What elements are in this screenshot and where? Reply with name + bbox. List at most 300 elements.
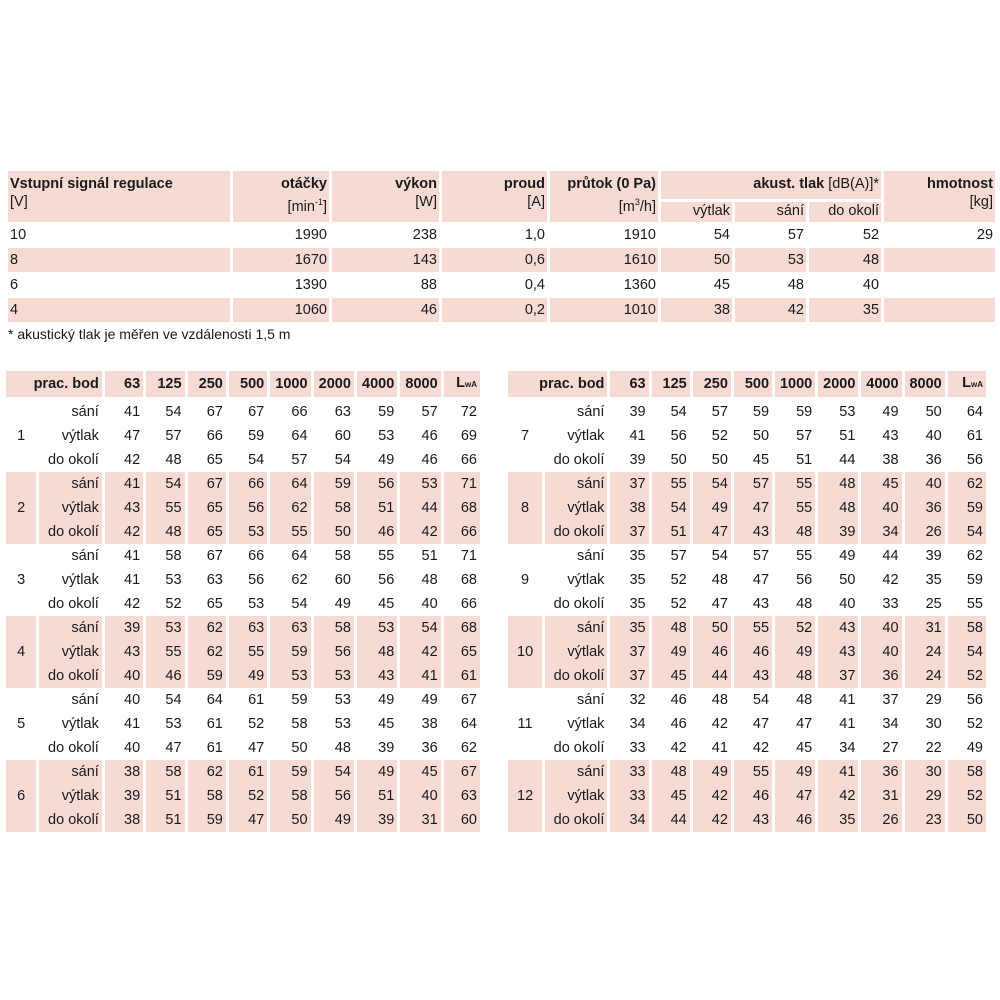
- source-label: výtlak: [545, 784, 607, 808]
- band-value: 57: [752, 548, 770, 564]
- band-value: 36: [925, 452, 942, 468]
- table-row: [508, 664, 986, 688]
- cell-current: 0,6: [442, 247, 547, 272]
- band-value: 39: [105, 784, 143, 808]
- band-value: 52: [711, 428, 728, 444]
- band-value: 29: [925, 692, 942, 708]
- band-value: 45: [752, 452, 770, 468]
- cell-speed: 1670: [233, 247, 329, 272]
- band-value: 58: [291, 716, 308, 732]
- footnote: * akustický tlak je měřen ve vzdálenosti 1,5 m: [8, 326, 291, 342]
- band-value: 58: [334, 548, 351, 564]
- band-value: 58: [314, 616, 354, 640]
- table-row: [6, 520, 480, 544]
- band-value: 25: [925, 596, 942, 612]
- band-value: 40: [925, 428, 942, 444]
- band-value: 46: [421, 428, 438, 444]
- table-row: [6, 568, 480, 592]
- band-value: 43: [357, 664, 397, 688]
- band-value: 42: [124, 452, 141, 468]
- band-value: 65: [188, 496, 226, 520]
- header-band: 500: [229, 371, 267, 400]
- source-label: sání: [545, 616, 607, 640]
- band-value: 52: [948, 664, 986, 688]
- cell-okoli: 35: [809, 297, 881, 322]
- band-value: 47: [229, 808, 267, 832]
- band-value: 31: [905, 616, 945, 640]
- cell-okoli: 48: [809, 247, 881, 272]
- band-value: 42: [711, 716, 728, 732]
- source-label: výtlak: [567, 572, 605, 588]
- band-value: 54: [146, 472, 184, 496]
- band-value: 53: [229, 520, 267, 544]
- cell-sani: 42: [735, 297, 806, 322]
- header-band: 500: [734, 371, 772, 400]
- band-value: 40: [124, 692, 141, 708]
- band-value: 57: [670, 548, 687, 564]
- band-value: 38: [421, 716, 438, 732]
- band-value: 62: [188, 760, 226, 784]
- band-value: 61: [206, 716, 223, 732]
- band-value: 49: [693, 496, 731, 520]
- band-value: 57: [734, 472, 772, 496]
- band-value: 59: [188, 664, 226, 688]
- band-value: 40: [861, 496, 901, 520]
- band-value: 45: [861, 472, 901, 496]
- cell-speed: 1390: [233, 272, 329, 297]
- band-value: 43: [734, 664, 772, 688]
- band-value: 35: [629, 596, 646, 612]
- header-noise-vytlak: výtlak: [661, 199, 732, 222]
- header-band: 1000: [270, 371, 310, 400]
- band-value: 61: [248, 692, 265, 708]
- point-number: 11: [517, 716, 533, 732]
- lwa-label: L: [962, 375, 971, 391]
- point-number: 3: [17, 572, 26, 588]
- band-value: 49: [334, 596, 351, 612]
- band-value: 63: [334, 404, 351, 420]
- band-value: 56: [229, 496, 267, 520]
- band-value: 60: [334, 572, 351, 588]
- source-label: do okolí: [545, 520, 607, 544]
- band-value: 65: [206, 596, 223, 612]
- table-row: [508, 712, 986, 736]
- table-row: [6, 544, 480, 568]
- band-value: 53: [334, 716, 351, 732]
- band-value: 69: [460, 428, 477, 444]
- band-value: 45: [652, 664, 690, 688]
- band-value: 59: [248, 428, 265, 444]
- band-value: 26: [861, 808, 901, 832]
- table-row: [6, 448, 480, 472]
- band-value: 37: [610, 664, 648, 688]
- band-value: 41: [629, 428, 646, 444]
- band-value: 49: [652, 640, 690, 664]
- band-value: 39: [925, 548, 942, 564]
- band-value: 54: [165, 404, 182, 420]
- band-value: 57: [421, 404, 438, 420]
- band-value: 60: [334, 428, 351, 444]
- source-label: do okolí: [553, 452, 605, 468]
- source-label: do okolí: [553, 740, 605, 756]
- band-value: 50: [839, 572, 856, 588]
- source-label: sání: [545, 760, 607, 784]
- band-value: 64: [270, 472, 310, 496]
- band-value: 46: [670, 692, 687, 708]
- band-value: 67: [248, 404, 265, 420]
- table-row: [6, 736, 480, 760]
- band-value: 42: [693, 784, 731, 808]
- table-row: [508, 544, 986, 568]
- band-value: 67: [188, 472, 226, 496]
- source-label: sání: [577, 404, 605, 420]
- cell-speed: 1990: [233, 222, 329, 247]
- band-value: 54: [948, 640, 986, 664]
- octave-band-table-right: [508, 371, 992, 832]
- band-value: 38: [105, 808, 143, 832]
- source-label: do okolí: [545, 808, 607, 832]
- band-value: 47: [752, 716, 770, 732]
- band-value: 31: [400, 808, 440, 832]
- source-label: výtlak: [545, 640, 607, 664]
- band-value: 39: [629, 404, 646, 420]
- band-value: 49: [839, 548, 856, 564]
- source-label: výtlak: [567, 716, 605, 732]
- source-label: do okolí: [39, 664, 102, 688]
- band-value: 56: [248, 572, 265, 588]
- table-row: [8, 297, 995, 322]
- header-band: 2000: [818, 371, 858, 400]
- band-value: 41: [818, 760, 858, 784]
- band-value: 48: [711, 572, 728, 588]
- band-value: 26: [905, 520, 945, 544]
- cell-flow: 1610: [550, 247, 658, 272]
- cell-sani: 57: [735, 222, 806, 247]
- band-value: 49: [378, 452, 395, 468]
- band-value: 61: [966, 428, 983, 444]
- band-value: 47: [693, 520, 731, 544]
- band-value: 49: [882, 404, 899, 420]
- band-value: 45: [400, 760, 440, 784]
- band-value: 46: [357, 520, 397, 544]
- band-value: 53: [248, 596, 265, 612]
- table-row: [508, 760, 986, 784]
- source-label: sání: [577, 548, 605, 564]
- band-value: 66: [248, 548, 265, 564]
- band-value: 47: [711, 596, 728, 612]
- band-value: 42: [882, 572, 899, 588]
- band-value: 53: [378, 428, 395, 444]
- band-value: 41: [124, 572, 141, 588]
- header-band: 8000: [905, 371, 945, 400]
- band-value: 61: [444, 664, 480, 688]
- band-value: 43: [105, 496, 143, 520]
- band-value: 55: [146, 496, 184, 520]
- band-value: 67: [460, 692, 477, 708]
- table-row: [6, 712, 480, 736]
- band-value: 49: [693, 760, 731, 784]
- header-band: 4000: [357, 371, 397, 400]
- band-value: 54: [652, 496, 690, 520]
- table-row: [508, 400, 986, 424]
- band-value: 59: [796, 404, 813, 420]
- band-value: 66: [291, 404, 308, 420]
- table-row: [508, 784, 986, 808]
- band-value: 41: [105, 472, 143, 496]
- band-value: 53: [314, 664, 354, 688]
- band-value: 53: [334, 692, 351, 708]
- cell-signal: 10: [8, 222, 230, 247]
- table-row: [8, 272, 995, 297]
- band-value: 40: [905, 472, 945, 496]
- band-value: 22: [925, 740, 942, 756]
- band-value: 72: [460, 404, 477, 420]
- band-value: 48: [796, 596, 813, 612]
- source-label: sání: [39, 616, 102, 640]
- cell-power: 88: [332, 272, 439, 297]
- point-number: 10: [508, 616, 542, 688]
- band-value: 48: [357, 640, 397, 664]
- band-value: 57: [291, 452, 308, 468]
- cell-power: 143: [332, 247, 439, 272]
- band-value: 54: [248, 452, 265, 468]
- band-value: 55: [229, 640, 267, 664]
- band-value: 35: [818, 808, 858, 832]
- band-value: 40: [421, 596, 438, 612]
- band-value: 36: [421, 740, 438, 756]
- band-value: 56: [378, 572, 395, 588]
- point-number: 9: [521, 572, 530, 588]
- band-value: 62: [188, 640, 226, 664]
- band-value: 55: [775, 472, 815, 496]
- band-value: 67: [206, 548, 223, 564]
- header-noise: akust. tlak [dB(A)]*: [661, 171, 881, 199]
- band-value: 62: [291, 572, 308, 588]
- band-value: 30: [925, 716, 942, 732]
- band-value: 52: [248, 716, 265, 732]
- band-value: 66: [206, 428, 223, 444]
- band-value: 48: [146, 520, 184, 544]
- band-value: 41: [839, 692, 856, 708]
- band-value: 63: [444, 784, 480, 808]
- band-value: 65: [444, 640, 480, 664]
- band-value: 58: [165, 548, 182, 564]
- table-row: [508, 736, 986, 760]
- octave-band-table-left: [6, 371, 486, 832]
- band-value: 59: [966, 572, 983, 588]
- table-row: [508, 592, 986, 616]
- band-value: 40: [105, 664, 143, 688]
- band-value: 54: [165, 692, 182, 708]
- header-band: 4000: [861, 371, 901, 400]
- band-value: 47: [796, 716, 813, 732]
- band-value: 52: [229, 784, 267, 808]
- header-lwa: [444, 371, 480, 400]
- band-value: 55: [734, 760, 772, 784]
- source-label: výtlak: [567, 428, 605, 444]
- header-speed: otáčky $[\min^{-1}]$: [233, 171, 329, 222]
- band-value: 50: [693, 616, 731, 640]
- band-value: 35: [629, 548, 646, 564]
- band-value: 36: [905, 496, 945, 520]
- table-row: [6, 784, 480, 808]
- band-value: 66: [460, 596, 477, 612]
- point-number: 5: [17, 716, 26, 732]
- band-value: 30: [905, 760, 945, 784]
- table-row: [508, 496, 986, 520]
- band-value: 27: [882, 740, 899, 756]
- performance-table: [5, 171, 998, 322]
- band-value: 43: [734, 520, 772, 544]
- band-value: 55: [270, 520, 310, 544]
- point-number: 4: [6, 616, 36, 688]
- band-value: 44: [882, 548, 899, 564]
- band-value: 49: [775, 760, 815, 784]
- band-value: 31: [861, 784, 901, 808]
- band-value: 51: [796, 452, 813, 468]
- band-value: 61: [229, 760, 267, 784]
- source-label: do okolí: [553, 596, 605, 612]
- band-value: 50: [948, 808, 986, 832]
- header-flow: průtok (0 Pa) $[m^3/h]$: [550, 171, 658, 222]
- source-label: výtlak: [61, 572, 99, 588]
- band-value: 71: [444, 472, 480, 496]
- band-value: 67: [206, 404, 223, 420]
- source-label: sání: [71, 404, 99, 420]
- band-value: 48: [818, 496, 858, 520]
- band-value: 66: [460, 452, 477, 468]
- header-band: 1000: [775, 371, 815, 400]
- band-value: 66: [229, 472, 267, 496]
- point-number: 6: [6, 760, 36, 832]
- band-value: 46: [421, 452, 438, 468]
- band-value: 50: [752, 428, 770, 444]
- band-value: 58: [948, 616, 986, 640]
- source-label: sání: [577, 692, 605, 708]
- band-value: 41: [839, 716, 856, 732]
- band-value: 48: [421, 572, 438, 588]
- band-value: 50: [925, 404, 942, 420]
- band-value: 58: [270, 784, 310, 808]
- header-current: proud [A]: [442, 171, 547, 222]
- band-value: 46: [734, 784, 772, 808]
- band-value: 51: [421, 548, 438, 564]
- cell-current: 0,4: [442, 272, 547, 297]
- lwa-subscript: wA: [465, 380, 477, 389]
- table-row: [6, 496, 480, 520]
- band-value: 59: [270, 640, 310, 664]
- cell-sani: 53: [735, 247, 806, 272]
- band-value: 50: [711, 452, 728, 468]
- table-row: [6, 592, 480, 616]
- band-value: 51: [652, 520, 690, 544]
- band-value: 64: [966, 404, 983, 420]
- band-value: 40: [861, 640, 901, 664]
- band-value: 59: [948, 496, 986, 520]
- cell-speed: 1060: [233, 297, 329, 322]
- band-value: 42: [400, 520, 440, 544]
- header-band: 63: [610, 371, 648, 400]
- band-value: 51: [839, 428, 856, 444]
- band-value: 57: [796, 428, 813, 444]
- band-value: 50: [291, 740, 308, 756]
- band-value: 24: [905, 664, 945, 688]
- table-row: [6, 616, 480, 640]
- cell-current: 0,2: [442, 297, 547, 322]
- source-label: sání: [545, 472, 607, 496]
- header-band: 63: [105, 371, 143, 400]
- band-value: 41: [124, 548, 141, 564]
- band-value: 62: [270, 496, 310, 520]
- source-label: do okolí: [545, 664, 607, 688]
- band-value: 50: [314, 520, 354, 544]
- band-value: 42: [818, 784, 858, 808]
- band-value: 43: [105, 640, 143, 664]
- table-row: [6, 808, 480, 832]
- band-value: 64: [206, 692, 223, 708]
- table-row: [6, 688, 480, 712]
- band-value: 66: [444, 520, 480, 544]
- band-value: 49: [229, 664, 267, 688]
- table-row: [508, 472, 986, 496]
- band-value: 23: [905, 808, 945, 832]
- band-value: 44: [839, 452, 856, 468]
- band-value: 53: [165, 716, 182, 732]
- band-value: 55: [146, 640, 184, 664]
- band-value: 34: [610, 808, 648, 832]
- table-row: [8, 222, 995, 247]
- header-band: 250: [693, 371, 731, 400]
- band-value: 52: [966, 716, 983, 732]
- band-value: 49: [314, 808, 354, 832]
- band-value: 52: [670, 596, 687, 612]
- point-number: 12: [508, 760, 542, 832]
- header-band: 8000: [400, 371, 440, 400]
- cell-power: 238: [332, 222, 439, 247]
- cell-weight: [884, 297, 995, 322]
- band-value: 42: [670, 740, 687, 756]
- band-value: 42: [400, 640, 440, 664]
- cell-weight: 29: [884, 222, 995, 247]
- table-row: [6, 664, 480, 688]
- band-value: 52: [165, 596, 182, 612]
- table-row: [508, 568, 986, 592]
- band-value: 45: [796, 740, 813, 756]
- header-lwa: [948, 371, 986, 400]
- band-value: 54: [400, 616, 440, 640]
- cell-vytlak: 45: [661, 272, 732, 297]
- source-label: sání: [39, 472, 102, 496]
- cell-signal: 8: [8, 247, 230, 272]
- band-value: 38: [882, 452, 899, 468]
- band-value: 46: [693, 640, 731, 664]
- band-value: 48: [652, 616, 690, 640]
- band-value: 46: [146, 664, 184, 688]
- band-value: 44: [400, 496, 440, 520]
- band-value: 39: [818, 520, 858, 544]
- band-value: 41: [124, 716, 141, 732]
- band-value: 64: [291, 428, 308, 444]
- band-value: 56: [966, 692, 983, 708]
- band-value: 39: [378, 740, 395, 756]
- band-value: 33: [882, 596, 899, 612]
- source-label: do okolí: [39, 520, 102, 544]
- band-value: 53: [400, 472, 440, 496]
- cell-okoli: 52: [809, 222, 881, 247]
- band-value: 51: [357, 496, 397, 520]
- band-value: 54: [314, 760, 354, 784]
- header-band: 125: [146, 371, 184, 400]
